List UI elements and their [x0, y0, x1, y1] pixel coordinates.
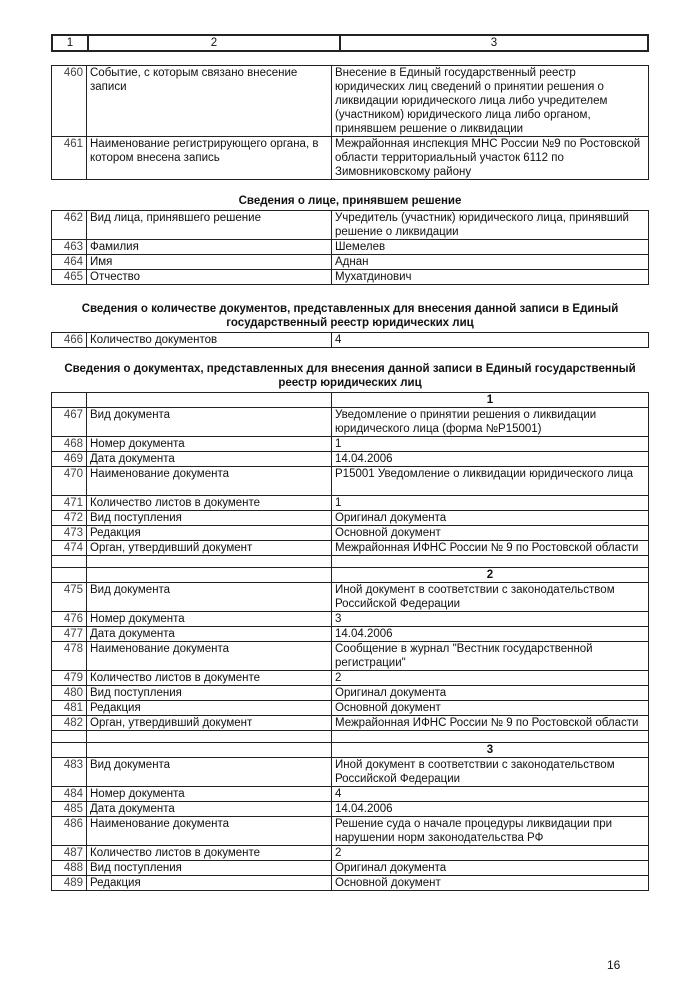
row-value: Основной документ — [332, 876, 649, 891]
row-label: Вид документа — [87, 408, 332, 437]
document-count-table — [51, 332, 649, 348]
row-number: 476 — [52, 612, 87, 627]
person-table — [51, 210, 649, 285]
row-value: Р15001 Уведомление о ликвидации юридического лица — [332, 467, 649, 496]
row-value: Иной документ в соответствии с законодательством Российской Федерации — [332, 583, 649, 612]
row-value: Межрайонная ИФНС России № 9 по Ростовской области — [332, 716, 649, 731]
row-number: 472 — [52, 511, 87, 526]
row-label: Редакция — [87, 701, 332, 716]
row-label: Событие, с которым связано внесение записи — [87, 66, 332, 137]
row-value: 4 — [332, 333, 649, 348]
row-label: Наименование документа — [87, 642, 332, 671]
documents-table — [51, 392, 649, 891]
row-value: Иной документ в соответствии с законодательством Российской Федерации — [332, 758, 649, 787]
spacer-row — [52, 731, 649, 743]
row-label: Номер документа — [87, 612, 332, 627]
row-label: Наименование документа — [87, 467, 332, 496]
row-label: Редакция — [87, 876, 332, 891]
row-value: Оригинал документа — [332, 861, 649, 876]
row-number: 486 — [52, 817, 87, 846]
table-row — [52, 686, 649, 701]
row-number: 477 — [52, 627, 87, 642]
document-block-index: 3 — [332, 743, 649, 758]
row-number: 473 — [52, 526, 87, 541]
table-row — [52, 642, 649, 671]
document-block-index: 2 — [332, 568, 649, 583]
table-row — [52, 211, 649, 240]
row-value: 2 — [332, 671, 649, 686]
row-value: 14.04.2006 — [332, 802, 649, 817]
row-value: 14.04.2006 — [332, 627, 649, 642]
row-label: Фамилия — [87, 240, 332, 255]
row-number: 470 — [52, 467, 87, 496]
row-number: 485 — [52, 802, 87, 817]
row-label: Редакция — [87, 526, 332, 541]
table-row — [52, 66, 649, 137]
table-row — [52, 137, 649, 180]
table-row — [52, 876, 649, 891]
table-row — [52, 671, 649, 686]
column-header-2: 2 — [88, 35, 340, 51]
table-row — [52, 511, 649, 526]
row-value: Сообщение в журнал "Вестник государственной регистрации" — [332, 642, 649, 671]
row-number: 460 — [52, 66, 87, 137]
row-label: Дата документа — [87, 802, 332, 817]
row-label: Дата документа — [87, 627, 332, 642]
row-number: 483 — [52, 758, 87, 787]
row-number: 487 — [52, 846, 87, 861]
column-header-row — [52, 35, 648, 51]
row-value: 14.04.2006 — [332, 452, 649, 467]
count-section-title: Сведения о количестве документов, представленных для внесения данной записи в Единый государственный реестр юридических лиц — [81, 303, 619, 329]
document-block-index: 1 — [332, 393, 649, 408]
row-label: Отчество — [87, 270, 332, 285]
row-label: Орган, утвердивший документ — [87, 716, 332, 731]
row-number: 479 — [52, 671, 87, 686]
row-label: Количество листов в документе — [87, 846, 332, 861]
row-number: 467 — [52, 408, 87, 437]
table-row — [52, 333, 649, 348]
row-label: Наименование регистрирующего органа, в котором внесена запись — [87, 137, 332, 180]
row-value: 4 — [332, 787, 649, 802]
row-number: 481 — [52, 701, 87, 716]
row-label: Орган, утвердивший документ — [87, 541, 332, 556]
row-label: Вид поступления — [87, 511, 332, 526]
document-block-header — [52, 568, 649, 583]
row-number: 488 — [52, 861, 87, 876]
row-value: Межрайонная инспекция МНС России №9 по Ростовской области территориальный участок 6112 по Зимовниковскому району — [332, 137, 649, 180]
row-number: 463 — [52, 240, 87, 255]
row-label: Вид лица, принявшего решение — [87, 211, 332, 240]
document-block-header — [52, 743, 649, 758]
table-row — [52, 541, 649, 556]
row-value: Решение суда о начале процедуры ликвидации при нарушении норм законодательства РФ — [332, 817, 649, 846]
column-header-1: 1 — [52, 35, 88, 51]
row-value: Аднан — [332, 255, 649, 270]
docs-section-title: Сведения о документах, представленных для внесения данной записи в Единый государственный реестр юридических лиц — [64, 363, 636, 389]
table-row — [52, 716, 649, 731]
row-label: Количество листов в документе — [87, 496, 332, 511]
row-value: Оригинал документа — [332, 511, 649, 526]
row-value: Оригинал документа — [332, 686, 649, 701]
row-label: Вид документа — [87, 758, 332, 787]
table-row — [52, 240, 649, 255]
table-row — [52, 817, 649, 846]
table-row — [52, 526, 649, 541]
table-row — [52, 701, 649, 716]
row-value: Основной документ — [332, 526, 649, 541]
row-value: 2 — [332, 846, 649, 861]
table-row — [52, 758, 649, 787]
table-row — [52, 408, 649, 437]
row-number: 461 — [52, 137, 87, 180]
row-number: 466 — [52, 333, 87, 348]
row-value: Мухатдинович — [332, 270, 649, 285]
table-row — [52, 452, 649, 467]
row-number: 465 — [52, 270, 87, 285]
row-value: 3 — [332, 612, 649, 627]
page-number: 16 — [607, 958, 621, 972]
column-header-3: 3 — [340, 35, 648, 51]
row-number: 475 — [52, 583, 87, 612]
row-value: Внесение в Единый государственный реестр юридических лиц сведений о принятии решения о ликвидации юридического лица либо учредителем (участником) юридического лица либо органом, принявшем решение о ликвидации — [332, 66, 649, 137]
person-section-title: Сведения о лице, принявшем решение — [238, 195, 462, 207]
row-value: Уведомление о принятии решения о ликвидации юридического лица (форма №Р15001) — [332, 408, 649, 437]
table-row — [52, 270, 649, 285]
row-number: 462 — [52, 211, 87, 240]
row-label: Вид документа — [87, 583, 332, 612]
row-value: Учредитель (участник) юридического лица, принявший решение о ликвидации — [332, 211, 649, 240]
row-number: 480 — [52, 686, 87, 701]
row-label: Вид поступления — [87, 686, 332, 701]
row-label: Наименование документа — [87, 817, 332, 846]
row-number: 484 — [52, 787, 87, 802]
row-number: 469 — [52, 452, 87, 467]
row-value: 1 — [332, 437, 649, 452]
table-row — [52, 861, 649, 876]
table-row — [52, 846, 649, 861]
row-value: Межрайонная ИФНС России № 9 по Ростовской области — [332, 541, 649, 556]
row-label: Имя — [87, 255, 332, 270]
table-row — [52, 612, 649, 627]
row-value: 1 — [332, 496, 649, 511]
document-block-header — [52, 393, 649, 408]
row-value: Шемелев — [332, 240, 649, 255]
row-label: Количество листов в документе — [87, 671, 332, 686]
table-row — [52, 583, 649, 612]
table-row — [52, 437, 649, 452]
row-number: 482 — [52, 716, 87, 731]
row-number: 478 — [52, 642, 87, 671]
row-number: 489 — [52, 876, 87, 891]
table-row — [52, 627, 649, 642]
row-number: 474 — [52, 541, 87, 556]
row-number: 468 — [52, 437, 87, 452]
row-value: Основной документ — [332, 701, 649, 716]
column-header-table — [51, 34, 649, 52]
table-row — [52, 467, 649, 496]
table-row — [52, 802, 649, 817]
row-label: Дата документа — [87, 452, 332, 467]
table-row — [52, 787, 649, 802]
row-label: Вид поступления — [87, 861, 332, 876]
table-row — [52, 496, 649, 511]
row-label: Номер документа — [87, 787, 332, 802]
row-label: Номер документа — [87, 437, 332, 452]
row-number: 464 — [52, 255, 87, 270]
row-number: 471 — [52, 496, 87, 511]
registration-event-table — [51, 65, 649, 180]
table-row — [52, 255, 649, 270]
spacer-row — [52, 556, 649, 568]
row-label: Количество документов — [87, 333, 332, 348]
